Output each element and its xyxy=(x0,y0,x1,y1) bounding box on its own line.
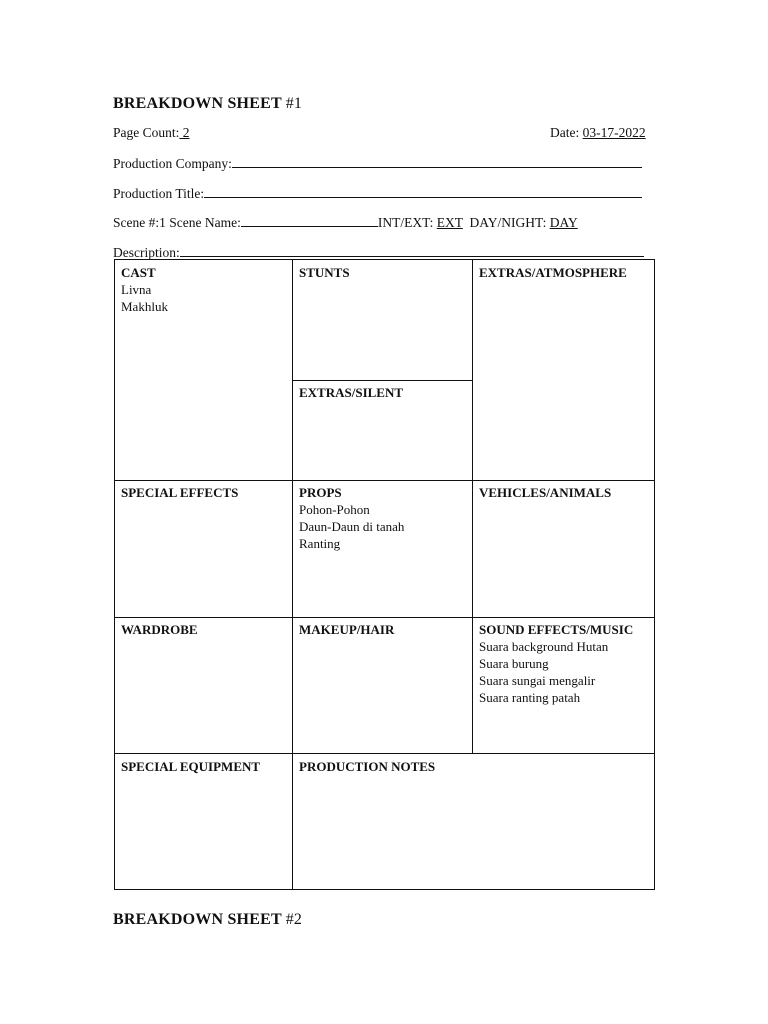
props-item: Ranting xyxy=(299,536,341,551)
date-value: 03-17-2022 xyxy=(582,125,646,140)
date-label: Date: xyxy=(550,125,583,140)
scene-row xyxy=(113,214,578,231)
props-item: Daun-Daun di tanah xyxy=(299,519,405,534)
production-notes-label: PRODUCTION NOTES xyxy=(299,759,436,774)
grid-divider xyxy=(292,260,293,889)
grid-divider xyxy=(472,260,473,753)
sheet-title-text: BREAKDOWN SHEET xyxy=(113,95,286,112)
sound-effects-item: Suara background Hutan xyxy=(479,639,609,654)
sound-effects-item: Suara burung xyxy=(479,656,549,671)
breakdown-grid xyxy=(114,259,655,890)
sheet-title-text: BREAKDOWN SHEET xyxy=(113,911,286,928)
production-title-label: Production Title: xyxy=(113,186,205,201)
scene-number-label: Scene #:1 Scene Name: xyxy=(113,215,241,230)
production-notes-cell xyxy=(299,758,435,775)
cast-item: Makhluk xyxy=(121,299,168,314)
page-count-label: Page Count: xyxy=(113,125,180,140)
int-ext-label: INT/EXT: xyxy=(377,215,437,230)
wardrobe-label: WARDROBE xyxy=(121,622,198,637)
sound-effects-item: Suara ranting patah xyxy=(479,690,581,705)
grid-divider xyxy=(292,380,472,381)
cast-item: Livna xyxy=(121,282,152,297)
description-blank xyxy=(180,244,644,257)
sheet-1-title xyxy=(113,95,302,113)
extras-atmosphere-label: EXTRAS/ATMOSPHERE xyxy=(479,265,627,280)
props-item: Pohon-Pohon xyxy=(299,502,370,517)
sheet-number: #1 xyxy=(285,95,303,112)
grid-divider xyxy=(115,480,654,481)
scene-name-blank xyxy=(241,214,378,227)
props-label: PROPS xyxy=(299,485,342,500)
production-company-label: Production Company: xyxy=(113,156,232,171)
special-equipment-cell xyxy=(121,758,260,775)
sheet-number: #2 xyxy=(285,911,303,928)
extras-atmosphere-cell xyxy=(479,264,627,281)
description-label: Description: xyxy=(113,245,180,260)
sound-effects-item: Suara sungai mengalir xyxy=(479,673,596,688)
cast-cell xyxy=(121,264,168,315)
cast-label: CAST xyxy=(121,265,156,280)
day-night-label: DAY/NIGHT: xyxy=(462,215,550,230)
props-cell xyxy=(299,484,404,552)
sound-effects-music-label: SOUND EFFECTS/MUSIC xyxy=(479,622,634,637)
sheet-2-title xyxy=(113,911,302,929)
production-company-blank xyxy=(232,155,642,168)
day-night-value: DAY xyxy=(549,215,578,230)
wardrobe-cell xyxy=(121,621,198,638)
stunts-label: STUNTS xyxy=(299,265,350,280)
int-ext-value: EXT xyxy=(436,215,463,230)
special-effects-cell xyxy=(121,484,238,501)
vehicles-animals-label: VEHICLES/ANIMALS xyxy=(479,485,612,500)
stunts-cell xyxy=(299,264,350,281)
production-company-row xyxy=(113,155,642,172)
special-effects-label: SPECIAL EFFECTS xyxy=(121,485,239,500)
special-equipment-label: SPECIAL EQUIPMENT xyxy=(121,759,261,774)
extras-silent-label: EXTRAS/SILENT xyxy=(299,385,404,400)
sound-effects-music-cell xyxy=(479,621,633,706)
makeup-hair-cell xyxy=(299,621,394,638)
makeup-hair-label: MAKEUP/HAIR xyxy=(299,622,395,637)
production-title-row xyxy=(113,185,642,202)
page-count-value: 2 xyxy=(179,125,190,140)
vehicles-animals-cell xyxy=(479,484,611,501)
extras-silent-cell xyxy=(299,384,403,401)
page-count-row xyxy=(113,125,190,141)
date-row xyxy=(550,125,646,141)
production-title-blank xyxy=(204,185,642,198)
grid-divider xyxy=(115,617,654,618)
grid-divider xyxy=(115,753,654,754)
